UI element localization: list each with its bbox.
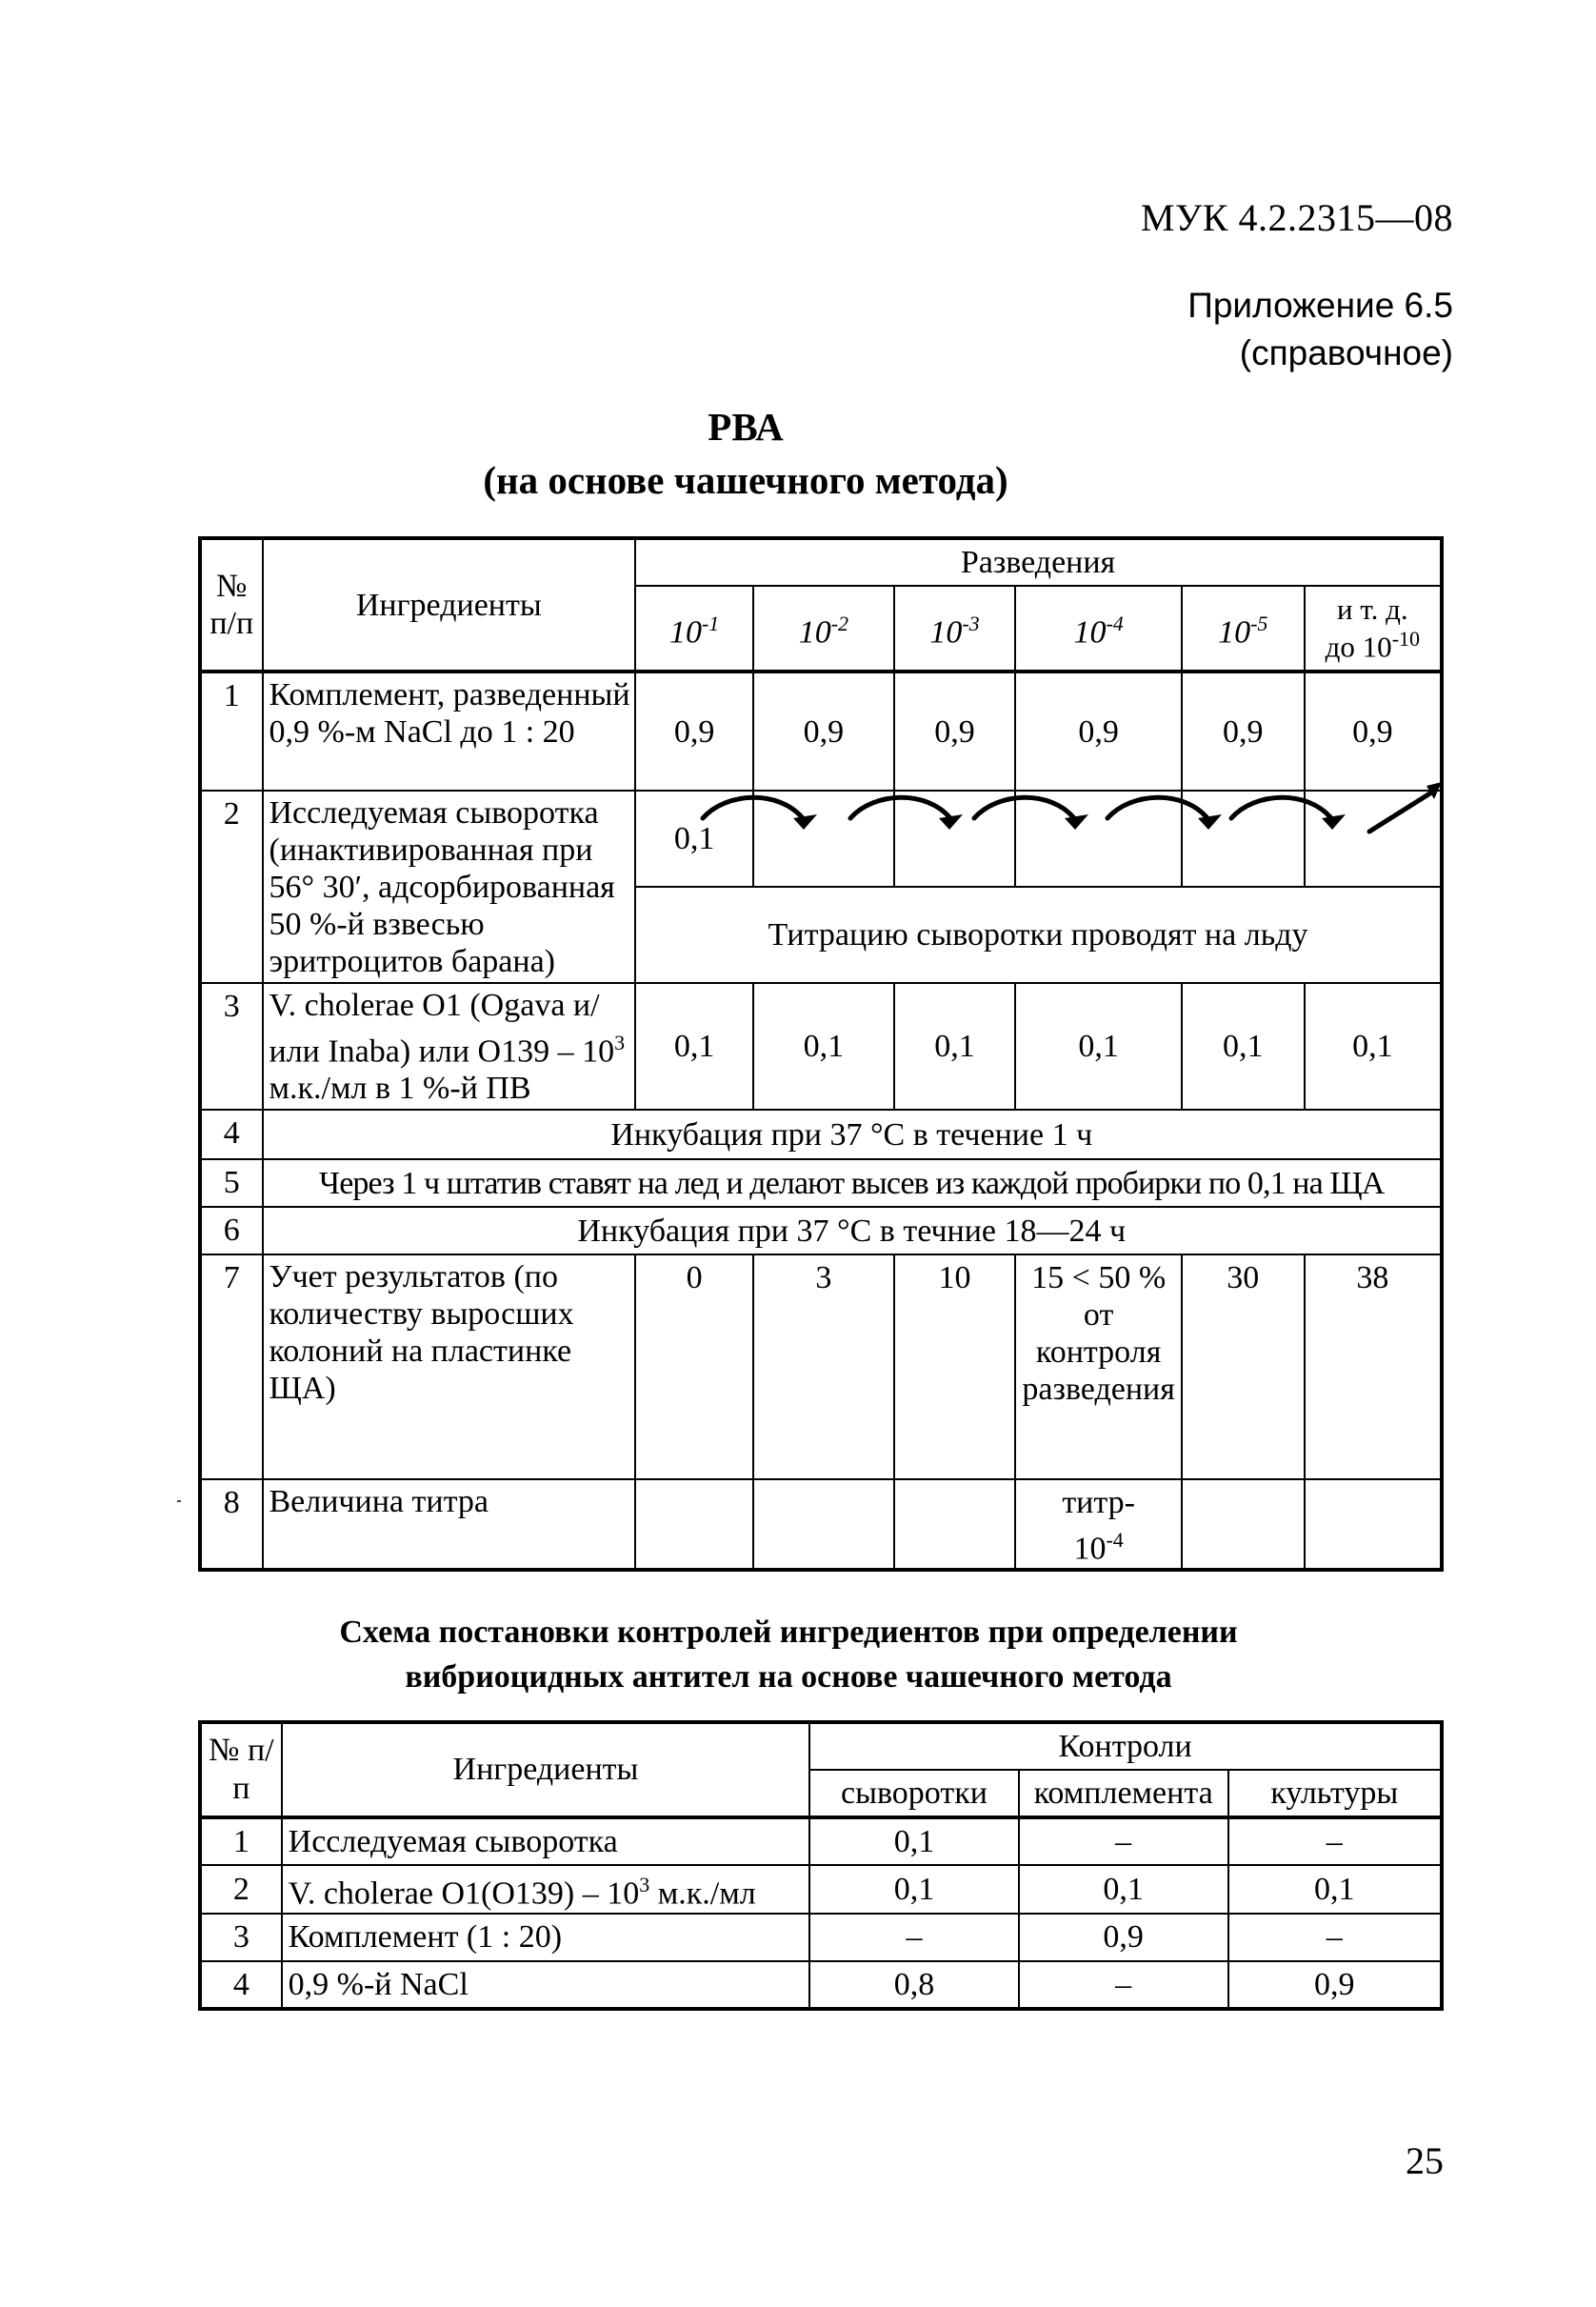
table-row: 6 Инкубация при 37 °С в течние 18—24 ч [200, 1207, 1442, 1254]
incubation-1h: Инкубация при 37 °С в течение 1 ч [263, 1110, 1443, 1159]
table-row: 3 Комплемент (1 : 20) – 0,9 – [200, 1914, 1442, 1961]
dilution-etc: и т. д. до $10^{-10}$ [1305, 586, 1442, 672]
titer-value-label: Величина титра [263, 1479, 636, 1569]
page-title [0, 400, 1596, 507]
ingredient-culture: V. cholerae O1 (Ogava и/или Inaba) или $O139 - 10^3$ м.к./мл в 1 %-й ПВ [263, 983, 636, 1110]
col-num-header: № п/п [200, 1722, 282, 1817]
appendix-type: (справочное) [1239, 333, 1453, 372]
col-ingredients-header: Ингредиенты [263, 538, 636, 672]
results-accounting: Учет результатов (по количеству выросших колоний на пластинке ЩА) [263, 1254, 636, 1479]
table-row: 2 V. cholerae $O1(O139) - 10^3$ м.к./мл 0,1 0,1 0,1 [200, 1865, 1442, 1914]
controls-scheme-title: Схема постановки контролей ингредиентов при определении вибриоцидных антител на основе чашечного метода [339, 1615, 1238, 1695]
seeding-step: Через 1 ч штатив ставят на лед и делают высев из каждой пробирки по 0,1 на ЩА [263, 1159, 1443, 1207]
table-row: 4 0,9 %-й NaCl 0,8 – 0,9 [200, 1961, 1442, 2009]
appendix-label [1187, 282, 1453, 377]
col-complement-control: комплемента [1019, 1770, 1228, 1817]
col-serum-control: сыворотки [809, 1770, 1019, 1817]
page-number: 25 [1406, 2139, 1444, 2182]
col-controls-header: Контроли [809, 1722, 1442, 1770]
dilution-1: $10^{-1}$ [635, 586, 753, 672]
table-row: 5 Через 1 ч штатив ставят на лед и делают высев из каждой пробирки по 0,1 на ЩА [200, 1159, 1442, 1207]
col-num-header: № п/п [200, 538, 263, 672]
incubation-18-24h: Инкубация при 37 °С в течние 18—24 ч [263, 1207, 1443, 1254]
rva-table [198, 536, 1444, 1572]
appendix-number: Приложение 6.5 [1187, 286, 1453, 325]
col-culture-control: культуры [1228, 1770, 1442, 1817]
table-row: 1 Исследуемая сыворотка 0,1 – – [200, 1817, 1442, 1865]
table-row: 1 Комплемент, разведенный 0,9 %-м NaCl до 1 : 20 0,9 0,9 0,9 0,9 0,9 0,9 [200, 672, 1442, 791]
table-row: 4 Инкубация при 37 °С в течение 1 ч [200, 1110, 1442, 1159]
titer-value: титр- $10^{-4}$ [1015, 1479, 1181, 1569]
ingredient-complement: Комплемент, разведенный 0,9 %-м NaCl до 1 : 20 [263, 672, 636, 791]
serum-first-volume: 0,1 [635, 791, 753, 887]
transfer-arrows-icon [636, 792, 1436, 887]
col-dilutions-header: Разведения [635, 538, 1442, 586]
dilution-2: $10^{-2}$ [753, 586, 893, 672]
col-ingredients-header: Ингредиенты [282, 1722, 810, 1817]
title-line-1: РВА [708, 405, 784, 449]
controls-table [198, 1720, 1444, 2011]
table-row: 2 Исследуемая сыворотка (инактивированная при 56° 30′, адсорбированная 50 %-й взвесью эритроцитов барана) 0,1 [200, 791, 1442, 887]
title-line-2: (на основе чашечного метода) [483, 458, 1008, 502]
dilution-5: $10^{-5}$ [1182, 586, 1305, 672]
titration-note: Титрацию сыворотки проводят на льду [635, 887, 1442, 983]
table-row: 3 V. cholerae O1 (Ogava и/или Inaba) или $O139 - 10^3$ м.к./мл в 1 %-й ПВ 0,1 0,1 0,1 0,1 0,1 0,1 [200, 983, 1442, 1110]
document-code: МУК 4.2.2315—08 [1140, 196, 1453, 239]
dilution-4: $10^{-4}$ [1015, 586, 1181, 672]
ingredient-serum: Исследуемая сыворотка (инактивированная при 56° 30′, адсорбированная 50 %-й взвесью эритроцитов барана) [263, 791, 636, 983]
result-control-note: 15 < 50 % от контроля разведения [1015, 1254, 1181, 1479]
table-row: 8 Величина титра титр- $10^{-4}$ [200, 1479, 1442, 1569]
dilution-3: $10^{-3}$ [894, 586, 1016, 672]
table-row: 7 Учет результатов (по количеству выросших колоний на пластинке ЩА) 0 3 10 15 < 50 % от контроля разведения 30 38 [200, 1254, 1442, 1479]
